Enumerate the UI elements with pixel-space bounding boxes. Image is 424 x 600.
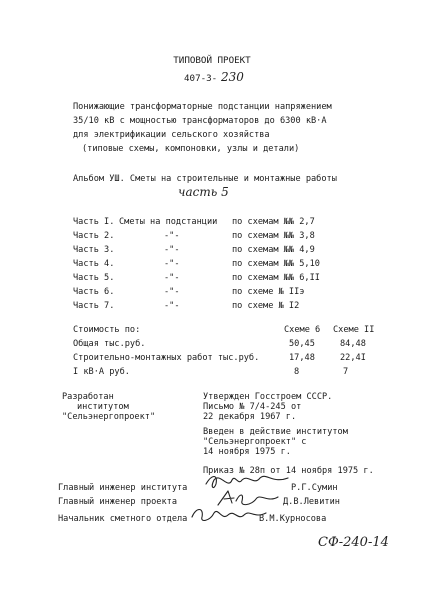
cost-value: 7 (343, 367, 349, 377)
part-name: Часть 5. (73, 273, 115, 283)
part-ref: по схемам №№ 2,7 (232, 217, 315, 227)
part-desc: -"- (164, 273, 180, 283)
part-desc: -"- (164, 245, 180, 255)
cost-value: 8 (294, 367, 300, 377)
cost-column-header: Схеме II (333, 325, 375, 335)
part-name: Часть 6. (73, 287, 115, 297)
cost-column-header: Схеме 6 (284, 325, 321, 335)
album-title: Альбом УШ. Сметы на строительные и монтажные работы (73, 174, 337, 184)
part-desc: -"- (164, 259, 180, 269)
signature-name: Р.Г.Сумин (291, 483, 338, 493)
signature-role: Главный инженер проекта (58, 497, 177, 507)
part-desc: -"- (164, 287, 180, 297)
title-line: 35/10 кВ с мощностью трансформаторов до 6300 кВ·А (73, 116, 327, 126)
part-desc: -"- (164, 301, 180, 311)
signature-name: В.М.Курносова (259, 514, 327, 524)
cost-value: 50,45 (289, 339, 315, 349)
introduction-line: Введен в действие институтом (203, 427, 348, 437)
cost-value: 17,48 (289, 353, 315, 363)
developer-line: институтом (77, 402, 129, 412)
order-line: Приказ № 28п от 14 ноября 1975 г. (203, 466, 374, 476)
part-name: Часть 3. (73, 245, 115, 255)
approval-line: Утвержден Госстроем СССР. (203, 392, 333, 402)
part-ref: по схеме № I2 (232, 301, 300, 311)
cost-header: Стоимость по: (73, 325, 141, 335)
part-ref: по схеме № IIэ (232, 287, 305, 297)
part-name: Часть 2. (73, 231, 115, 241)
project-number-prefix: 407-3- (184, 73, 218, 84)
title-line: для электрификации сельского хозяйства (73, 130, 270, 140)
cost-value: 84,48 (340, 339, 366, 349)
handwritten-signature-3 (188, 505, 268, 525)
title-line: (типовые схемы, компоновки, узлы и детали) (82, 144, 300, 154)
part-ref: по схемам №№ 3,8 (232, 231, 315, 241)
project-type-title: ТИПОВОЙ ПРОЕКТ (173, 55, 251, 66)
part-name: Часть I. (73, 217, 115, 227)
album-part-handwritten: часть 5 (178, 185, 229, 199)
signature-name: Д.В.Левитин (283, 497, 340, 507)
approval-line: Письмо № 7/4-245 от (203, 402, 302, 412)
developer-line: Разработан (62, 392, 114, 402)
title-line: Понижающие трансформаторные подстанции напряжением (73, 102, 332, 112)
project-number-handwritten: 230 (221, 70, 244, 84)
cost-row-label: I кВ·А руб. (73, 367, 130, 377)
handwritten-stamp-code: СФ-240-14 (318, 535, 389, 550)
part-desc: Сметы на подстанции (119, 217, 218, 227)
part-name: Часть 7. (73, 301, 115, 311)
part-ref: по схемам №№ 4,9 (232, 245, 315, 255)
cost-row-label: Общая тыс.руб. (73, 339, 146, 349)
introduction-line: 14 ноября 1975 г. (203, 447, 291, 457)
introduction-line: "Сельэнергопроект" с (203, 437, 307, 447)
part-name: Часть 4. (73, 259, 115, 269)
cost-value: 22,4I (340, 353, 366, 363)
signature-role: Начальник сметного отдела (58, 514, 188, 524)
cost-row-label: Строительно-монтажных работ тыс.руб. (73, 353, 260, 363)
part-ref: по схемам №№ 6,II (232, 273, 320, 283)
approval-line: 22 декабря 1967 г. (203, 412, 297, 422)
part-ref: по схемам №№ 5,10 (232, 259, 320, 269)
developer-line: "Сельэнергопроект" (62, 412, 156, 422)
part-desc: -"- (164, 231, 180, 241)
signature-role: Главный инженер института (58, 483, 188, 493)
